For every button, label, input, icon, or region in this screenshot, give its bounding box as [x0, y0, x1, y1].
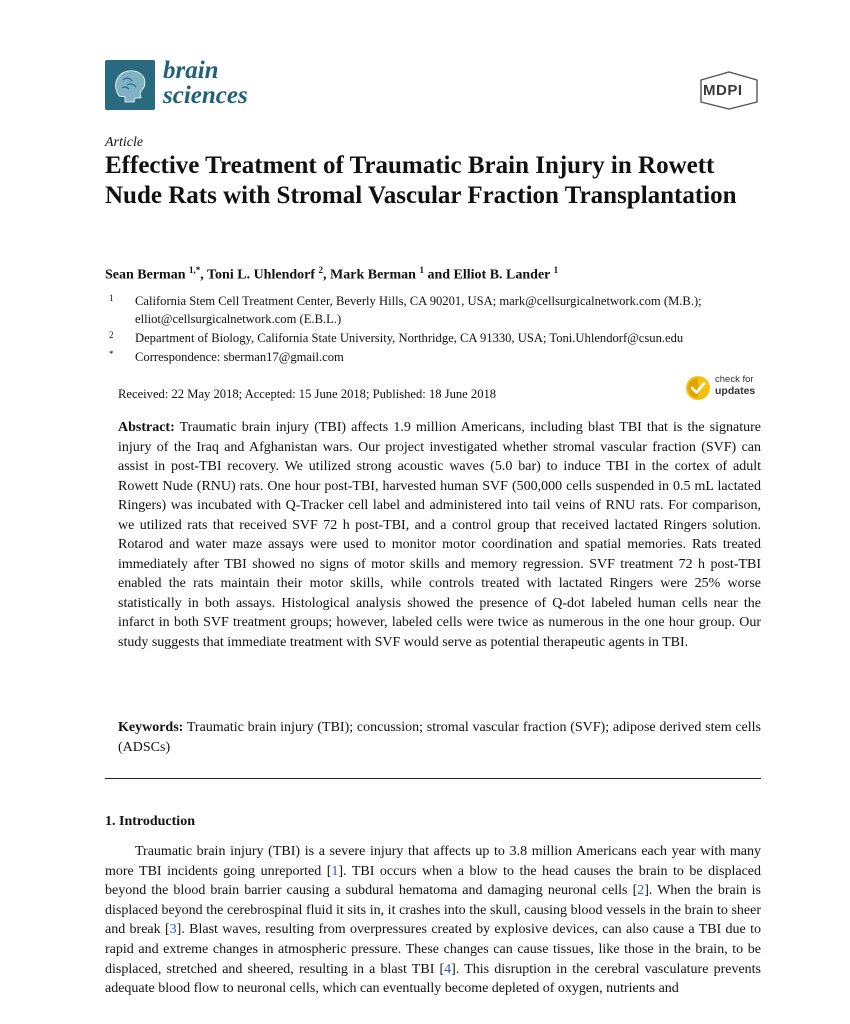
affiliation-text: California Stem Cell Treatment Center, Beverly Hills, CA 90201, USA; mark@cellsurgicalnetwork.com (M.B.); elliot@cellsurgicalnetwork.com (E.B.L.): [135, 294, 702, 326]
affiliation-1: [109, 292, 768, 328]
citation-link[interactable]: 4: [444, 961, 452, 977]
affiliation-marker: 1: [109, 293, 114, 303]
check-for-updates-badge[interactable]: [685, 373, 765, 405]
introduction-paragraph: Traumatic brain injury (TBI) is a severe injury that affects up to 3.8 million Americans each year with many more TBI incidents going unreported [1]. TBI occurs when a blow to the head causes the brain to be displaced beyond the blood brain barrier causing a subdural hematoma and damaging neuronal cells [2]. When the brain is displaced beyond the cerebrospinal fluid it sits in, it crashes into the skull, causing blood vessels in the brain to sheer and break [3]. Blast waves, resulting from overpressures created by explosive devices, can also cause a TBI due to rapid and extreme changes in atmospheric pressure. These changes can cause tissues, like those in the brain, to be displaced, stretched and sheered, resulting in a blast TBI [4]. This disruption in the cerebral vasculature prevents adequate blood flow to neuronal cells, which can eventually become depleted of oxygen, nutrients and: [105, 844, 762, 997]
publisher-logo: [698, 70, 760, 110]
affiliation-text: Department of Biology, California State University, Northridge, CA 91330, USA; Toni.Uhlendorf@csun.edu: [135, 331, 684, 345]
article-type: Article: [105, 135, 144, 150]
correspondence-marker: *: [109, 349, 114, 359]
author-name: Elliot B. Lander: [453, 267, 554, 283]
section-heading-introduction: 1. Introduction: [105, 814, 195, 829]
section-divider: [105, 778, 761, 779]
keywords-label: Keywords:: [118, 720, 184, 735]
abstract-text: Traumatic brain injury (TBI) affects 1.9 million Americans, including blast TBI that is the signature injury of the Iraq and Afghanistan wars. Our project investigated whether stromal vascular fraction (SVF) can assist in post-TBI recovery. We utilized strong acoustic waves (5.0 bar) to induce TBI in the cortex of adult Rowett Nude (RNU) rats. One hour post-TBI, harvested human SVF (500,000 cells suspended in 0.5 mL lactated Ringers) was incubated with Q-Tracker cell label and administered into tail veins of RNU rats. For comparison, we utilized rats that received SVF 72 h post-TBI, and a control group that received lactated Ringers solution. Rotarod and water maze assays were used to monitor motor coordination and spatial memories. Rats treated immediately after TBI showed no signs of motor skills and memory regression. SVF treatment 72 h post-TBI enabled the rats maintain their motor skills, while controls treated with lactated Ringers were 25% worse statistically in both assays. Histological analysis showed the presence of Q-dot labeled human cells near the infarct in both SVF treatment groups; however, labeled cells were twice as numerous in the one hour group. Our study suggests that immediate treatment with SVF would serve as potential therapeutic agents in TBI.: [118, 420, 762, 650]
author-name: Sean Berman: [105, 267, 189, 283]
affiliation-marker: 2: [109, 330, 114, 340]
check-updates-icon: [685, 375, 711, 401]
author-list: Sean Berman $^{1,*}$, Toni L. Uhlendorf $^2$, Mark Berman $^1$ and Elliot B. Lander $^1$: [105, 265, 559, 283]
journal-name: [163, 58, 248, 108]
article-title: Effective Treatment of Traumatic Brain Injury in Rowett Nude Rats with Stromal Vascular Fraction Transplantation: [105, 152, 737, 209]
check-updates-line1: check for: [715, 374, 754, 385]
keywords: [118, 718, 761, 757]
citation-link[interactable]: 2: [637, 883, 645, 899]
author-affiliation-marker: 1: [553, 265, 559, 275]
citation-link[interactable]: 3: [169, 922, 177, 938]
abstract: [118, 418, 761, 652]
citation-link[interactable]: 1: [331, 863, 339, 879]
check-updates-line2: updates: [715, 385, 756, 397]
abstract-label: Abstract:: [118, 420, 175, 435]
journal-name-line1: brain: [163, 57, 219, 84]
author-affiliation-marker: 1,*: [189, 265, 201, 275]
journal-name-line2: sciences: [163, 82, 248, 109]
journal-logo-icon: [105, 60, 155, 110]
publisher-name: MDPI: [703, 82, 743, 99]
correspondence-text: Correspondence: sberman17@gmail.com: [135, 350, 344, 364]
correspondence: [109, 348, 768, 366]
publication-dates: Received: 22 May 2018; Accepted: 15 June 2018; Published: 18 June 2018: [118, 387, 497, 401]
author-affiliation-marker: 2: [318, 265, 324, 275]
author-name: Toni L. Uhlendorf: [207, 267, 319, 283]
affiliation-2: [109, 329, 768, 347]
author-affiliation-marker: 1: [419, 265, 424, 275]
keywords-text: Traumatic brain injury (TBI); concussion; stromal vascular fraction (SVF); adipose derived stem cells (ADSCs): [118, 720, 762, 755]
author-name: Mark Berman: [330, 267, 420, 283]
